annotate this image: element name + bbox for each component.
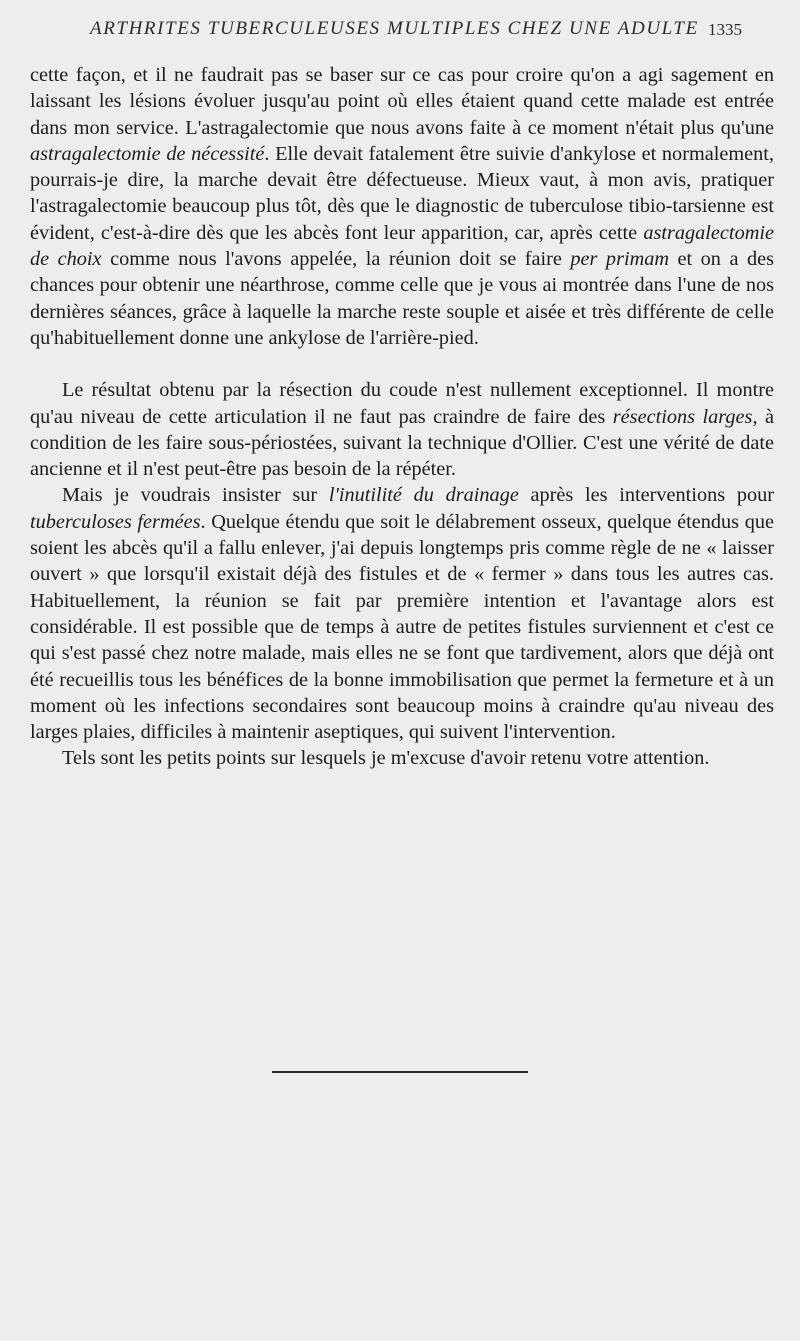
italic-run: per primam <box>570 248 670 271</box>
paragraph <box>30 377 774 482</box>
italic-run: astragalectomie de nécessité <box>30 142 265 165</box>
running-header <box>0 18 800 48</box>
paragraph <box>30 482 774 745</box>
text-run: cette façon, et il ne faudrait pas se baser sur ce cas pour croire qu'on a agi sagement en laissant les lésions évoluer jusqu'au point où elles étaient quand cette malade est entrée dans mon service. L'astragalectomie que nous avons faite à ce moment n'était plus qu'une <box>30 64 774 139</box>
text-run: et on a des chances pour obtenir une néarthrose, comme celle que je vous ai montrée dans l'une de nos dernières séances, grâce à laquelle la marche reste souple et aisée et très différente de celle qu'habituellement donne une ankylose de l'arrière-pied. <box>30 248 774 349</box>
text-run: Le résultat obtenu par la résection du coude n'est nullement exceptionnel. Il montre qu'au niveau de cette articulation il ne faut pas craindre de faire des <box>30 379 774 428</box>
running-title: ARTHRITES TUBERCULEUSES MULTIPLES CHEZ UNE ADULTE <box>90 18 699 39</box>
italic-run: astragalectomie de choix <box>30 221 774 271</box>
italic-run: l'inutilité du drainage <box>328 484 519 507</box>
paragraph <box>30 745 774 771</box>
text-run: . Quelque étendu que soit le délabrement osseux, quelque étendus que soient les abcès qu'il a fallu enlever, j'ai depuis longtemps pris comme règle de ne « laisser ouvert » que lorsqu'il existait déjà des fistules et de « fermer » dans tous les autres cas. Habituellement, la réunion se fait par première intention et l'avantage alors est considérable. Il est possible que de temps à autre de petites fistules surviennent et c'est ce qui s'est passé chez notre malade, mais elles ne se font que tardivement, alors que déjà ont été recueillis tous les bénéfices de la bonne immobilisation que permet la fermeture et à un moment où les infections secondaires sont beaucoup moins à craindre qu'au niveau des larges plaies, difficiles à maintenir aseptiques, qui suivent l'intervention. <box>30 510 774 744</box>
end-rule <box>272 1071 528 1073</box>
text-run: comme nous l'avons appelée, la réunion doit se faire <box>101 248 571 271</box>
text-run: après les interventions pour <box>518 484 774 507</box>
text-run: Tels sont les petits points sur lesquels je m'excuse d'avoir retenu votre attention. <box>62 747 710 770</box>
italic-run: résections larges <box>612 405 753 428</box>
body-text <box>30 62 774 772</box>
italic-run: tuberculoses fermées <box>30 510 201 533</box>
text-run: . Elle devait fatalement être suivie d'ankylose et normalement, pourrais-je dire, la marche devait être défectueuse. Mieux vaut, à mon avis, pratiquer l'astragalectomie beaucoup plus tôt, dès que le diagnostic de tuberculose tibio-tarsienne est évident, c'est-à-dire dès que les abcès font leur apparition, car, après cette <box>30 142 774 244</box>
text-run: , à condition de les faire sous-périostées, suivant la technique d'Ollier. C'est une vérité de date ancienne et il n'est peut-être pas besoin de la répéter. <box>30 405 774 481</box>
text-run: Mais je voudrais insister sur <box>62 484 329 507</box>
page-number: 1335 <box>708 20 742 39</box>
paragraph <box>30 62 774 351</box>
